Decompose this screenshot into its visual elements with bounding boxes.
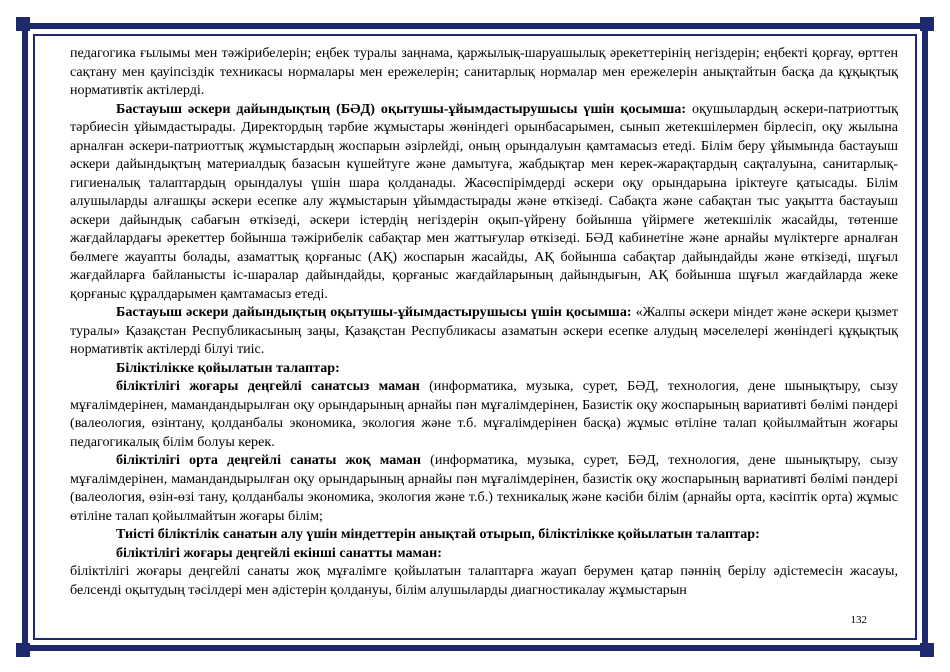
border-corner-ornament [920, 643, 934, 657]
section-heading: Біліктілікке қойылатын талаптар: [116, 359, 340, 376]
paragraph: біліктілігі жоғары деңгейлі санаты жоқ мұғалімге қойылатын талаптарға жауап берумен қатар пәннің берілу әдістемесін жасауы, белсенді оқытудың тәсілдері мен әдістерін қолдануы, білім алушыларды диагностикалау жұмыстарын [70, 563, 898, 598]
paragraph: Бастауыш әскери дайындықтың (БӘД) оқытушы-ұйымдастырушысы үшін қосымша: оқушылардың әскери-патриоттық тәрбиесін ұйымдастырады. Директордың тәрбие жұмыстары жөніндегі орынбасарымен, сынып жетекшілермен бірлесіп, оқу жылына арналған әскери-патриоттық жұмыстардың жоспарын әзірлейді, оның орындалуын қамтамасыз етеді. Білім беру ұйымында бастауыш әскери дайындықтың материалдық базасын күшейтуге және дамытуға, жабдықтар мен керек-жарақтардың сақталуына, санитарлық-гигиеналық талаптардың орындалуы үшін шара қолданады. Жасөспірімдерді әскери оқу орындарына іріктеуге қатысады. Білім алушыларды алғашқы әскери есепке алу жұмыстарын ұйымдастырады және өткізеді. Сабақта және сабақтан тыс уақытта бастауыш әскери дайындық сабағын өткізеді, әскери істердің негіздерін оқып-үйрену бойынша үйірмеге жетекшілік жасайды, төтенше жағдайлардағы әрекеттер бойынша тәжірибелік сабақтар мен жаттығулар өткізеді. БӘД кабинетіне және арнайы мүліктерге арналған бөлмеге жауапты болады, азаматтық қорғаныс (АҚ) жоспарын жасайды, АҚ бойынша сабақтар дайындайды және өткізеді, шұғыл жағдайларға байланысты іс-шаралар дайындайды, қорғаныс жағдайларының дайындығын, АҚ бойынша шұғыл жағдайларда жеке қорғаныс құралдарымен қамтамасыз етеді. [70, 100, 898, 302]
border-corner-ornament [920, 17, 934, 31]
section-heading: біліктілігі жоғары деңгейлі екінші санатты маман: [116, 544, 442, 561]
paragraph-heading: біліктілігі орта деңгейлі санаты жоқ маман [116, 452, 421, 468]
paragraph-heading: Бастауыш әскери дайындықтың (БӘД) оқытушы-ұйымдастырушысы үшін қосымша: [116, 100, 687, 117]
page-number: 132 [850, 614, 867, 626]
border-corner-ornament [16, 643, 30, 657]
paragraph: біліктілігі жоғары деңгейлі санатсыз маман (информатика, музыка, сурет, БӘД, технология, дене шынықтыру, сызу мұғалімдерінен, мамандандырылған оқу орындарының арнайы пән мұғалімдерінен, Базистік оқу жоспарының вариативті бөлімі пәндері (валеология, өзінтану, қолданбалы экономика, экология және т.б. мұғалімдерінен басқа) жұмыс өтіліне талап қойылмайтын жоғары педагогикалық білім болуы керек. [70, 378, 898, 450]
document-body [70, 44, 898, 599]
paragraph: біліктілігі орта деңгейлі санаты жоқ маман (информатика, музыка, сурет, БӘД, технология, дене шынықтыру, сызу мұғалімдерінен, мамандандырылған оқу орындарының арнайы пән мұғалімдерінен, базистік оқу жоспарының вариативті бөлімі пәндері (валеология, өзін-өзі тану, қолданбалы экономика, экология және т.б.) техникалық және кәсіби білім (арнайы орта, кәсіптік орта) жұмыс өтіліне талап қойылмайтын жоғары білім; [70, 452, 898, 524]
page-clip [35, 36, 915, 638]
section-heading: Тиісті біліктілік санатын алу үшін міндеттерін анықтай отырып, біліктілікке қойылатын талаптар: [116, 526, 760, 542]
paragraph-heading: Бастауыш әскери дайындықтың оқытушы-ұйымдастырушысы үшін қосымша: [116, 304, 632, 320]
border-corner-ornament [16, 17, 30, 31]
paragraph: педагогика ғылымы мен тәжірибелерін; еңбек туралы заңнама, қаржылық-шаруашылық әрекеттерінің негіздерін; еңбекті қорғау, өрттен сақтану мен қауіпсіздік техникасы нормалары мен ережелерін; санитарлық нормалар мен ережелерін анықтайтын басқа да құқықтық нормативтік актілерді. [70, 45, 898, 98]
paragraph-heading: біліктілігі жоғары деңгейлі санатсыз маман [116, 378, 420, 394]
paragraph: Бастауыш әскери дайындықтың оқытушы-ұйымдастырушысы үшін қосымша: «Жалпы әскери міндет және әскери қызмет туралы» Қазақстан Республикасының заңы, Қазақстан Республикасы азаматын әскери есепке алудың мәселелері жөніндегі құқықтық нормативтік актілерді білуі тиіс. [70, 304, 898, 357]
